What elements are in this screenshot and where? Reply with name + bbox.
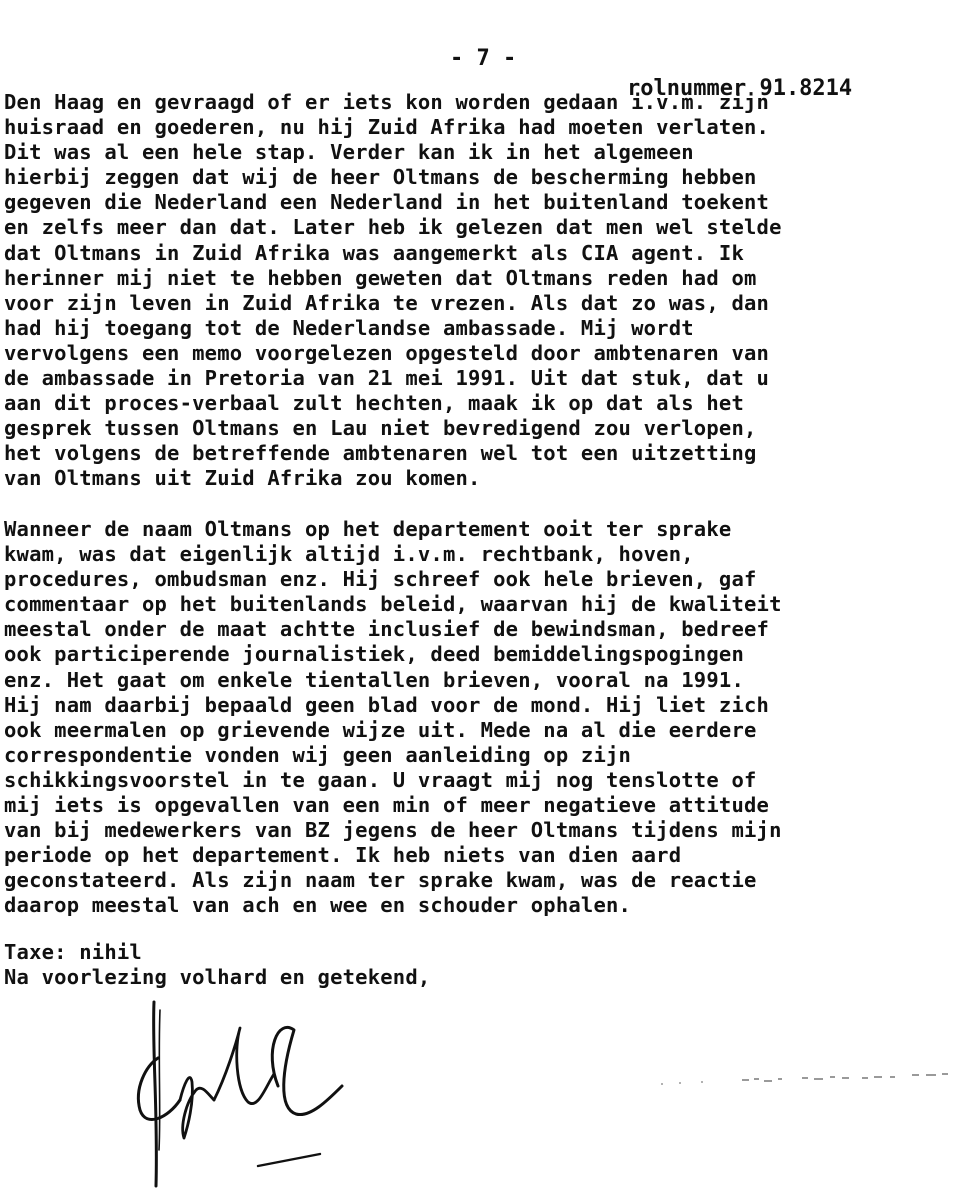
text-line: huisraad en goederen, nu hij Zuid Afrika had moeten verlaten. [4, 115, 770, 140]
text-line: daarop meestal van ach en wee en schouder ophalen. [4, 893, 632, 918]
text-line: gegeven die Nederland een Nederland in het buitenland toekent [4, 190, 770, 215]
text-line: mij iets is opgevallen van een min of meer negatieve attitude [4, 793, 770, 818]
text-line: Wanneer de naam Oltmans op het departement ooit ter sprake [4, 517, 732, 541]
tax-line: Taxe: nihil [4, 940, 142, 964]
text-line: ook participerende journalistiek, deed bemiddelingspogingen [4, 642, 744, 667]
paragraph-2 [4, 517, 966, 919]
text-line: geconstateerd. Als zijn naam ter sprake kwam, was de reactie [4, 868, 757, 893]
handwritten-signature [128, 990, 358, 1200]
text-line: het volgens de betreffende ambtenaren wel tot een uitzetting [4, 441, 757, 466]
closing-block [4, 940, 966, 990]
paragraph-1 [4, 90, 966, 492]
text-line: meestal onder de maat achtte inclusief de bewindsman, bedreef [4, 617, 770, 642]
text-line: periode op het departement. Ik heb niets van dien aard [4, 843, 682, 868]
text-line: ook meermalen op grievende wijze uit. Mede na al die eerdere [4, 717, 757, 742]
text-line: kwam, was dat eigenlijk altijd i.v.m. rechtbank, hoven, [4, 542, 694, 567]
text-line: enz. Het gaat om enkele tientallen brieven, vooral na 1991. [4, 667, 744, 692]
text-line: Hij nam daarbij bepaald geen blad voor de mond. Hij liet zich [4, 692, 770, 717]
signing-statement: Na voorlezing volhard en getekend, [4, 965, 431, 990]
text-line: Den Haag en gevraagd of er iets kon worden gedaan i.v.m. zijn [4, 90, 770, 114]
text-line: correspondentie vonden wij geen aanleiding op zijn [4, 742, 632, 767]
text-line: schikkingsvoorstel in te gaan. U vraagt mij nog tenslotte of [4, 767, 757, 792]
text-line: voor zijn leven in Zuid Afrika te vrezen. Als dat zo was, dan [4, 290, 770, 315]
text-line: Dit was al een hele stap. Verder kan ik in het algemeen [4, 140, 694, 165]
text-line: van bij medewerkers van BZ jegens de heer Oltmans tijdens mijn [4, 818, 782, 843]
text-line: aan dit proces-verbaal zult hechten, maak ik op dat als het [4, 391, 744, 416]
text-line: gesprek tussen Oltmans en Lau niet bevredigend zou verlopen, [4, 416, 757, 441]
text-line: herinner mij niet te hebben geweten dat Oltmans reden had om [4, 265, 757, 290]
page-header [0, 14, 971, 101]
text-line: hierbij zeggen dat wij de heer Oltmans de bescherming hebben [4, 165, 757, 190]
text-line: procedures, ombudsman enz. Hij schreef ook hele brieven, gaf [4, 567, 757, 592]
page-number: - 7 - [450, 46, 517, 71]
roll-number: rolnummer 91.8214 [627, 76, 853, 101]
text-line: dat Oltmans in Zuid Afrika was aangemerkt als CIA agent. Ik [4, 240, 744, 265]
text-line: van Oltmans uit Zuid Afrika zou komen. [4, 466, 481, 491]
text-line: en zelfs meer dan dat. Later heb ik gelezen dat men wel stelde [4, 215, 782, 240]
faint-scan-marks [650, 1068, 960, 1092]
text-line: vervolgens een memo voorgelezen opgesteld door ambtenaren van [4, 340, 770, 365]
text-line: de ambassade in Pretoria van 21 mei 1991. Uit dat stuk, dat u [4, 366, 770, 391]
text-line: commentaar op het buitenlands beleid, waarvan hij de kwaliteit [4, 592, 782, 617]
text-line: had hij toegang tot de Nederlandse ambassade. Mij wordt [4, 315, 694, 340]
